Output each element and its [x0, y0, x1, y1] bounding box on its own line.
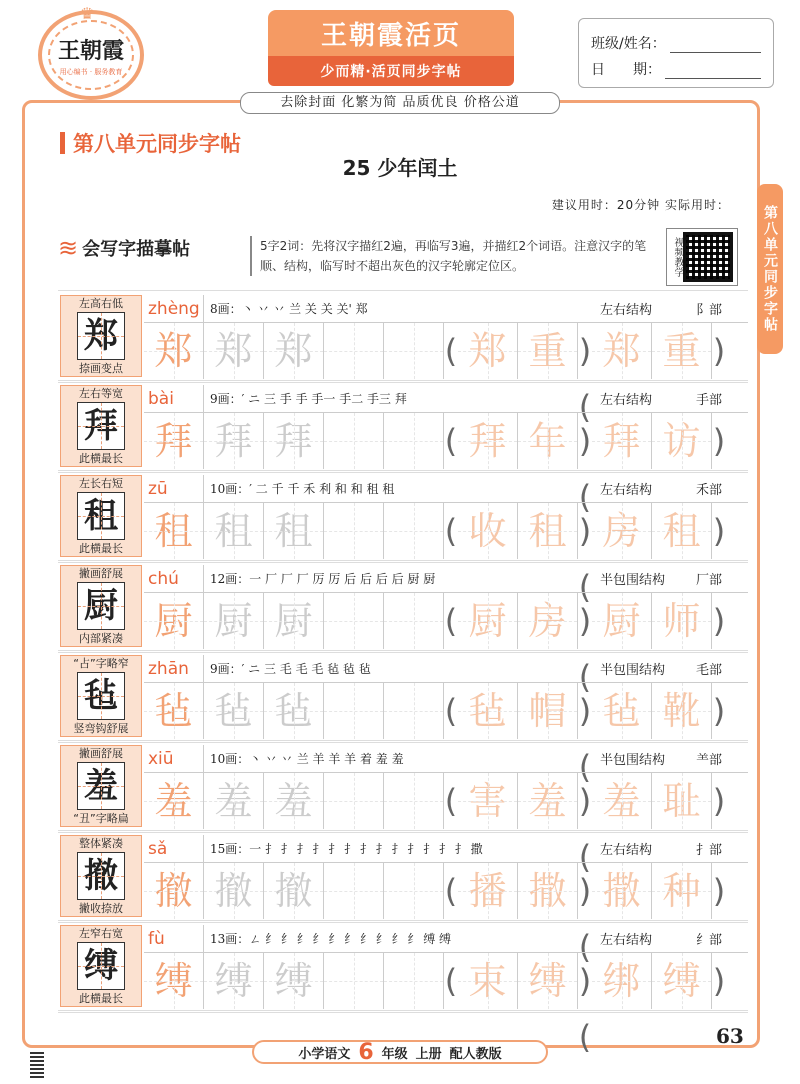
footer-grade-label: 年级 — [381, 1046, 408, 1062]
practice-cell[interactable] — [384, 503, 444, 559]
trace-cell[interactable]: 羞 — [264, 773, 324, 829]
pinyin: zhèng — [144, 295, 204, 323]
footer-subject: 小学语文 — [298, 1046, 351, 1062]
trace-cell[interactable]: 拜 — [144, 413, 204, 469]
word-cell[interactable]: 师 — [652, 593, 712, 649]
model-panel — [60, 745, 142, 827]
info-row — [144, 835, 748, 863]
paren-open: ( — [444, 422, 458, 460]
footer-badge — [252, 1040, 548, 1064]
pinyin: sǎ — [144, 835, 204, 863]
trace-cell[interactable]: 缚 — [144, 953, 204, 1009]
qr-box[interactable] — [666, 228, 738, 286]
model-character: 撤 — [77, 852, 125, 900]
paren-close: ) — [712, 692, 726, 730]
stroke-order: 9画：′ ニ 三 毛 毛 毛 毡 毡 毡 — [210, 662, 371, 676]
word-cell[interactable]: 毡 — [458, 683, 518, 739]
word-cell[interactable]: 缚 — [652, 953, 712, 1009]
practice-cell[interactable] — [384, 773, 444, 829]
model-character: 拜 — [77, 402, 125, 450]
pinyin: bài — [144, 385, 204, 413]
practice-cell[interactable] — [324, 863, 384, 919]
pinyin: xiū — [144, 745, 204, 773]
paren-sep: )( — [578, 512, 592, 606]
info-row — [144, 655, 748, 683]
word-cell[interactable]: 害 — [458, 773, 518, 829]
edge-marker — [30, 1052, 44, 1078]
practice-cell[interactable] — [384, 593, 444, 649]
tip-bottom: 此横最长 — [79, 992, 123, 1005]
stroke-order: 15画：一 扌 扌 扌 扌 扌 扌 扌 扌 扌 扌 扌 扌 扌 撒 — [210, 842, 483, 856]
trace-cell[interactable]: 郑 — [264, 323, 324, 379]
tip-bottom: 此横最长 — [79, 542, 123, 555]
word-cell[interactable]: 羞 — [518, 773, 578, 829]
title-banner — [268, 10, 514, 88]
section-title: 会写字描摹帖 — [82, 239, 191, 260]
word-cell[interactable]: 重 — [652, 323, 712, 379]
slogan: 去除封面 化繁为简 品质优良 价格公道 — [240, 92, 560, 114]
tip-top: 撇画舒展 — [79, 747, 123, 760]
practice-cell[interactable] — [384, 323, 444, 379]
word-cell[interactable]: 播 — [458, 863, 518, 919]
time-line: 建议用时：20分钟 实际用时： — [551, 198, 730, 212]
trace-cell[interactable]: 郑 — [144, 323, 204, 379]
word-cell[interactable]: 撒 — [592, 863, 652, 919]
structure: 左右结构 — [600, 933, 653, 948]
trace-cell[interactable]: 租 — [264, 503, 324, 559]
practice-cell[interactable] — [324, 503, 384, 559]
model-character: 毡 — [77, 672, 125, 720]
trace-cell[interactable]: 租 — [204, 503, 264, 559]
stroke-order: 10画：丶 丷 丷 兰 羊 羊 羊 着 羞 羞 — [210, 752, 404, 766]
model-character: 羞 — [77, 762, 125, 810]
tagline: 少而精·活页同步字帖 — [320, 64, 462, 80]
paren-open: ( — [444, 962, 458, 1000]
word-cell[interactable]: 种 — [652, 863, 712, 919]
word-cell[interactable]: 厨 — [458, 593, 518, 649]
trace-cell[interactable]: 毡 — [204, 683, 264, 739]
structure: 半包围结构 — [600, 753, 666, 768]
logo-text: 王朝霞 — [57, 37, 124, 64]
word-cell[interactable]: 羞 — [592, 773, 652, 829]
word-cell[interactable]: 郑 — [458, 323, 518, 379]
name-box — [578, 18, 774, 88]
info-row — [144, 475, 748, 503]
word-cell[interactable]: 拜 — [592, 413, 652, 469]
radical: 扌部 — [696, 843, 723, 858]
stroke-order: 9画：′ ニ 三 手 手 手一 手二 手三 拜 — [210, 392, 407, 406]
trace-cell[interactable]: 缚 — [264, 953, 324, 1009]
paren-close: ) — [712, 782, 726, 820]
paren-close: ) — [712, 512, 726, 550]
word-cell[interactable]: 绑 — [592, 953, 652, 1009]
word-cell[interactable]: 毡 — [592, 683, 652, 739]
paren-sep: )( — [578, 332, 592, 426]
paren-open: ( — [444, 332, 458, 370]
tip-bottom: 内部紧凑 — [79, 632, 123, 645]
paren-close: ) — [712, 602, 726, 640]
info-row — [144, 385, 748, 413]
trace-cell[interactable]: 羞 — [144, 773, 204, 829]
paren-sep: )( — [578, 692, 592, 786]
radical: 禾部 — [696, 483, 723, 498]
tip-bottom: 此横最长 — [79, 452, 123, 465]
radical: 阝部 — [696, 303, 723, 318]
word-cell[interactable]: 靴 — [652, 683, 712, 739]
structure: 左右结构 — [600, 303, 653, 318]
model-character: 缚 — [77, 942, 125, 990]
structure: 左右结构 — [600, 483, 653, 498]
tip-bottom: 撇收捺放 — [79, 902, 123, 915]
crown-icon: ♛ — [80, 4, 95, 23]
model-character: 厨 — [77, 582, 125, 630]
word-cell[interactable]: 缚 — [518, 953, 578, 1009]
structure: 左右结构 — [600, 843, 653, 858]
side-tab: 第八单元同步字帖 — [757, 184, 783, 354]
model-panel — [60, 925, 142, 1007]
practice-cell[interactable] — [324, 953, 384, 1009]
word-cell[interactable]: 重 — [518, 323, 578, 379]
qr-code-icon[interactable] — [683, 232, 733, 282]
practice-cell[interactable] — [384, 953, 444, 1009]
word-cell[interactable]: 房 — [592, 503, 652, 559]
pinyin: zū — [144, 475, 204, 503]
model-panel — [60, 655, 142, 737]
paren-sep: )( — [578, 602, 592, 696]
paren-open: ( — [444, 512, 458, 550]
word-cell[interactable]: 郑 — [592, 323, 652, 379]
word-cell[interactable]: 访 — [652, 413, 712, 469]
radical: 毛部 — [696, 663, 723, 678]
tip-top: 左右等宽 — [79, 387, 123, 400]
info-row — [144, 295, 748, 323]
structure: 半包围结构 — [600, 663, 666, 678]
brand-title: 王朝霞活页 — [320, 20, 461, 51]
model-character: 租 — [77, 492, 125, 540]
lesson-title: 25 少年闰土 — [342, 156, 458, 180]
paren-open: ( — [444, 782, 458, 820]
trace-cell[interactable]: 羞 — [204, 773, 264, 829]
practice-cell[interactable] — [384, 683, 444, 739]
word-cell[interactable]: 收 — [458, 503, 518, 559]
trace-cell[interactable]: 毡 — [264, 683, 324, 739]
model-panel — [60, 295, 142, 377]
structure: 左右结构 — [600, 393, 653, 408]
logo-subtext: 用心编书 · 服务教育 — [59, 67, 123, 76]
tip-bottom: “丑”字略扁 — [73, 812, 129, 825]
trace-cell[interactable]: 撤 — [264, 863, 324, 919]
trace-cell[interactable]: 郑 — [204, 323, 264, 379]
model-panel — [60, 565, 142, 647]
info-row — [144, 565, 748, 593]
footer-edition: 配人教版 — [449, 1046, 502, 1062]
tip-top: 左长右短 — [79, 477, 123, 490]
info-row — [144, 745, 748, 773]
word-cell[interactable]: 租 — [652, 503, 712, 559]
practice-cell[interactable] — [384, 413, 444, 469]
paren-close: ) — [712, 962, 726, 1000]
instructions: 5字2词：先将汉字描红2遍，再临写3遍，并描红2个词语。注意汉字的笔顺、结构，临写时不超出灰色的汉字轮廓定位区。 — [250, 236, 660, 276]
class-name-field[interactable] — [670, 37, 761, 53]
paren-sep: )( — [578, 872, 592, 966]
word-cell[interactable]: 撒 — [518, 863, 578, 919]
wave-icon: ≋ — [58, 234, 79, 262]
practice-cell[interactable] — [324, 413, 384, 469]
class-name-label: 班级/姓名： — [591, 36, 666, 52]
trace-cell[interactable]: 厨 — [204, 593, 264, 649]
radical: ⺷部 — [696, 753, 723, 768]
trace-cell[interactable]: 缚 — [204, 953, 264, 1009]
practice-cell[interactable] — [324, 773, 384, 829]
pinyin: chú — [144, 565, 204, 593]
practice-cell[interactable] — [324, 323, 384, 379]
paren-close: ) — [712, 872, 726, 910]
pinyin: zhān — [144, 655, 204, 683]
word-cell[interactable]: 房 — [518, 593, 578, 649]
unit-title-text: 第八单元同步字帖 — [73, 132, 241, 156]
tip-top: 左高右低 — [79, 297, 123, 310]
word-cell[interactable]: 帽 — [518, 683, 578, 739]
word-cell[interactable]: 拜 — [458, 413, 518, 469]
tip-top: 左窄右宽 — [79, 927, 123, 940]
paren-close: ) — [712, 422, 726, 460]
stroke-order: 12画：一 厂 厂 厂 厉 厉 后 后 后 后 厨 厨 — [210, 572, 436, 586]
word-cell[interactable]: 厨 — [592, 593, 652, 649]
trace-cell[interactable]: 撤 — [144, 863, 204, 919]
structure: 半包围结构 — [600, 573, 666, 588]
paren-sep: )( — [578, 962, 592, 1056]
date-field[interactable] — [665, 63, 761, 79]
stroke-order: 13画：ㄥ 纟 纟 纟 纟 纟 纟 纟 纟 纟 纟 缚 缚 — [210, 932, 452, 946]
pinyin: fù — [144, 925, 204, 953]
radical: 纟部 — [696, 933, 723, 948]
section-heading — [58, 234, 190, 262]
paren-sep: )( — [578, 422, 592, 516]
trace-cell[interactable]: 拜 — [204, 413, 264, 469]
practice-cell[interactable] — [384, 863, 444, 919]
brand-logo — [38, 4, 144, 100]
footer-grade-number: 6 — [358, 1039, 374, 1065]
paren-close: ) — [712, 332, 726, 370]
paren-open: ( — [444, 872, 458, 910]
paren-open: ( — [444, 602, 458, 640]
trace-cell[interactable]: 租 — [144, 503, 204, 559]
tip-top: 撇画舒展 — [79, 567, 123, 580]
paren-sep: )( — [578, 782, 592, 876]
trace-cell[interactable]: 厨 — [264, 593, 324, 649]
word-cell[interactable]: 束 — [458, 953, 518, 1009]
model-character: 郑 — [77, 312, 125, 360]
trace-cell[interactable]: 毡 — [144, 683, 204, 739]
practice-cell[interactable] — [324, 683, 384, 739]
word-cell[interactable]: 年 — [518, 413, 578, 469]
word-cell[interactable]: 耻 — [652, 773, 712, 829]
footer-term: 上册 — [415, 1046, 442, 1062]
word-cell[interactable]: 租 — [518, 503, 578, 559]
model-panel — [60, 475, 142, 557]
trace-cell[interactable]: 厨 — [144, 593, 204, 649]
tip-top: “占”字略窄 — [73, 657, 129, 670]
tip-bottom: 竖弯钩舒展 — [73, 722, 129, 735]
stroke-order: 10画：′ 二 千 千 禾 利 和 和 租 租 — [210, 482, 395, 496]
info-row — [144, 925, 748, 953]
stroke-order: 8画：丶 丷 丷 兰 关 关 关' 郑 — [210, 302, 368, 316]
date-label: 日 期： — [591, 62, 661, 78]
tip-bottom: 捺画变点 — [79, 362, 123, 375]
trace-cell[interactable]: 撤 — [204, 863, 264, 919]
radical: 厂部 — [696, 573, 723, 588]
model-panel — [60, 385, 142, 467]
qr-label: 视频教学 — [672, 237, 683, 277]
practice-cell[interactable] — [324, 593, 384, 649]
tip-top: 整体紧凑 — [79, 837, 123, 850]
page-number: 63 — [716, 1024, 744, 1048]
radical: 手部 — [696, 393, 723, 408]
model-panel — [60, 835, 142, 917]
trace-cell[interactable]: 拜 — [264, 413, 324, 469]
paren-open: ( — [444, 692, 458, 730]
